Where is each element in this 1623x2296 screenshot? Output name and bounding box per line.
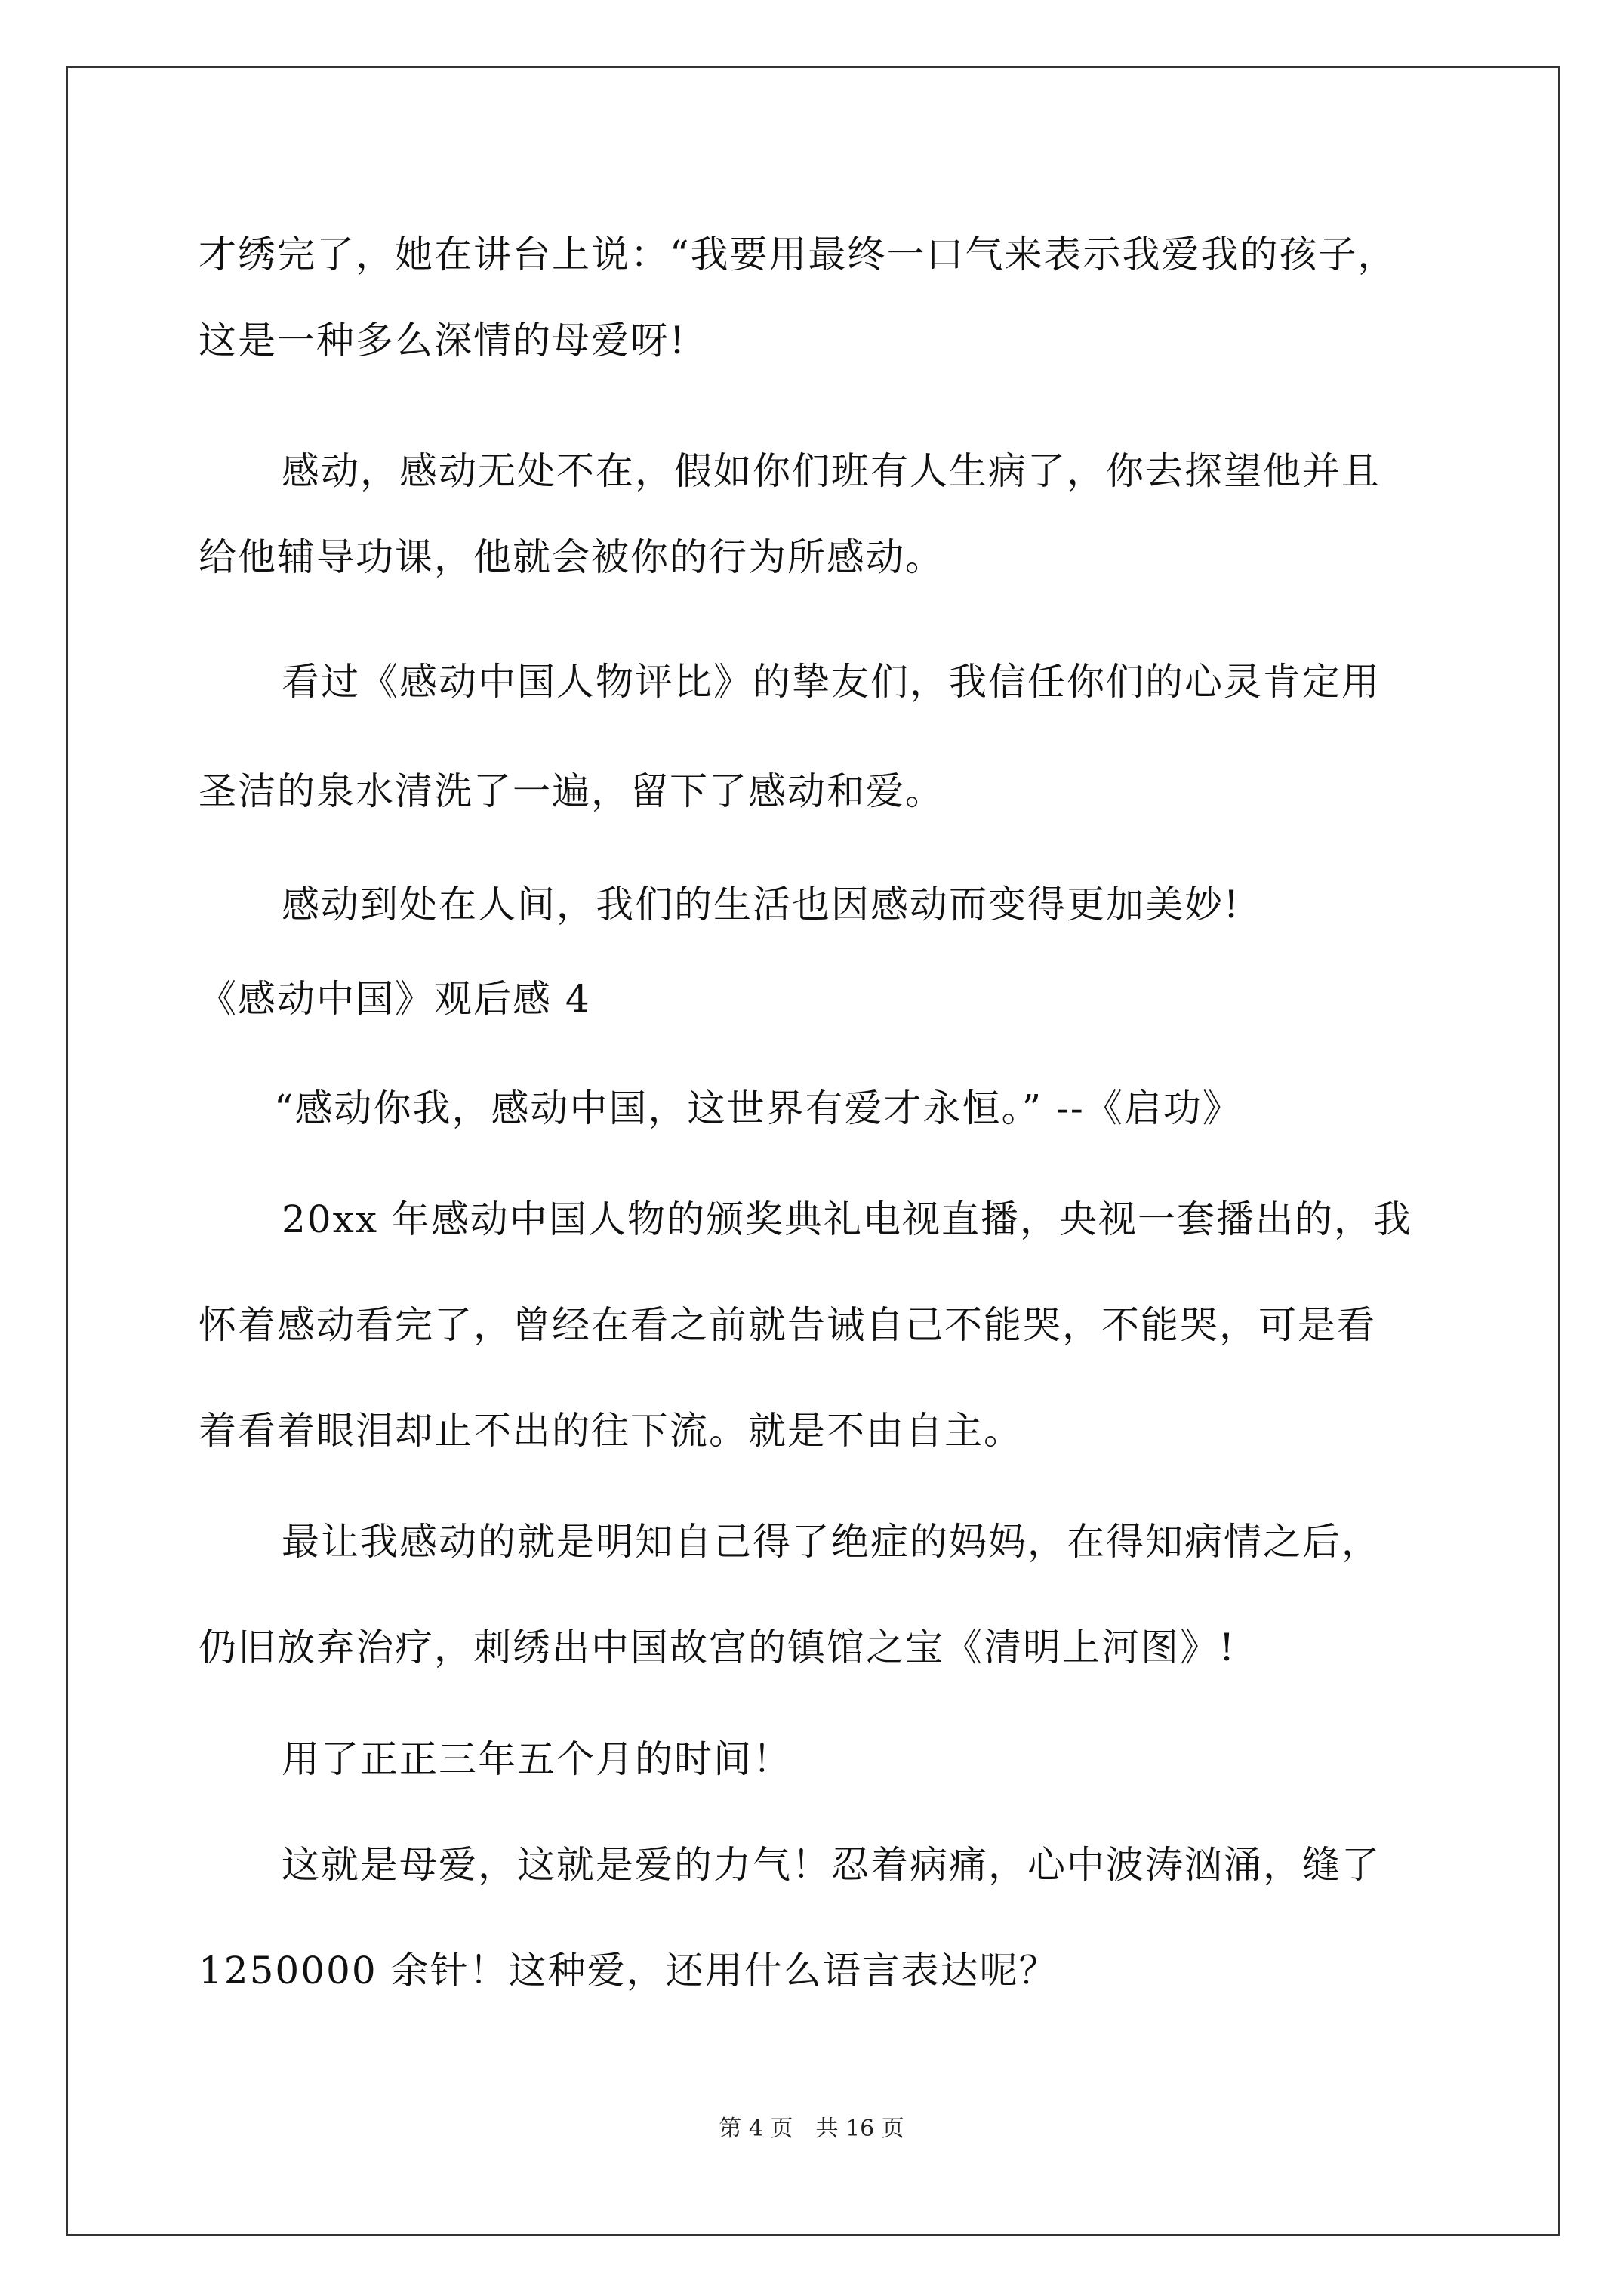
body-text-line: 着看着眼泪却止不出的往下流。就是不由自主。: [199, 1409, 1023, 1453]
page-number-footer: 第 4 页 共 16 页: [719, 2116, 904, 2142]
body-text-line: 怀着感动看完了，曾经在看之前就告诫自己不能哭，不能哭，可是看: [199, 1303, 1376, 1347]
body-text-line: 仍旧放弃治疗，刺绣出中国故宫的镇馆之宝《清明上河图》!: [199, 1626, 1236, 1669]
paragraph-first-line: 感动到处在人间，我们的生活也因感动而变得更加美妙!: [282, 883, 1241, 926]
body-text-line: 才绣完了，她在讲台上说：“我要用最终一口气来表示我爱我的孩子，: [199, 233, 1397, 276]
body-text-line: 给他辅导功课，他就会被你的行为所感动。: [199, 535, 944, 579]
body-text-line: 1250000 余针！这种爱，还用什么语言表达呢？: [199, 1949, 1058, 1992]
paragraph-first-line: 这就是母爱，这就是爱的力气！忍着病痛，心中波涛汹涌，缝了: [282, 1843, 1381, 1887]
paragraph-first-line: 20xx 年感动中国人物的颁奖典礼电视直播，央视一套播出的，我: [282, 1197, 1412, 1241]
paragraph-first-line: 看过《感动中国人物评比》的挚友们，我信任你们的心灵肯定用: [282, 660, 1381, 704]
paragraph-first-line: 感动，感动无处不在，假如你们班有人生病了，你去探望他并且: [282, 449, 1381, 493]
body-text-line: 这是一种多么深情的母爱呀!: [199, 319, 687, 362]
page-border: [66, 66, 1560, 2236]
paragraph-first-line: 最让我感动的就是明知自己得了绝症的妈妈，在得知病情之后，: [282, 1520, 1381, 1564]
body-text-line: 圣洁的泉水清洗了一遍，留下了感动和爱。: [199, 769, 944, 813]
quote-line: “感动你我，感动中国，这世界有爱才永恒。” --《启功》: [274, 1086, 1242, 1130]
paragraph-first-line: 用了正正三年五个月的时间！: [282, 1737, 792, 1781]
section-title: 《感动中国》观后感 4: [199, 977, 591, 1021]
